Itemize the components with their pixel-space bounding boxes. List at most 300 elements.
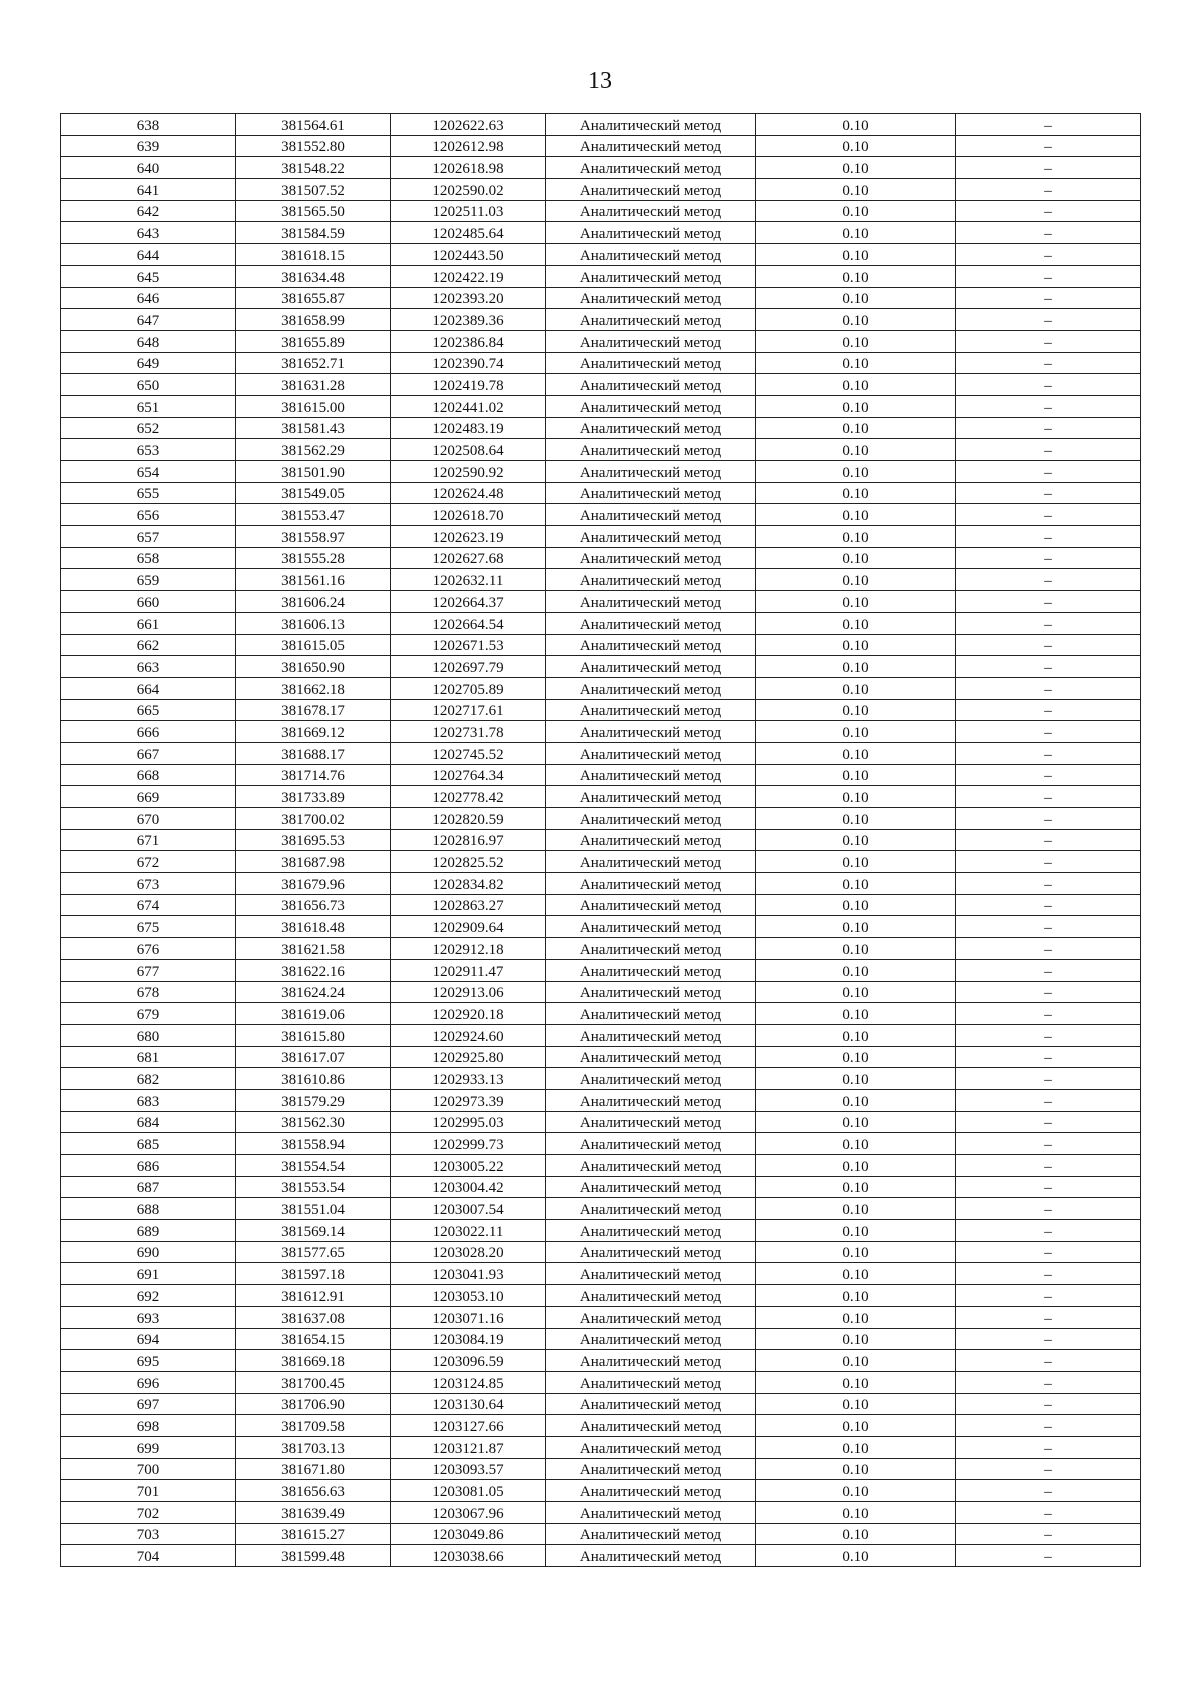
point-number-cell: 695: [61, 1350, 236, 1372]
point-number-cell: 685: [61, 1133, 236, 1155]
y-coordinate-cell: 1202816.97: [391, 829, 546, 851]
x-coordinate-cell: 381700.02: [236, 808, 391, 830]
description-cell: –: [956, 938, 1141, 960]
accuracy-cell: 0.10: [756, 1502, 956, 1524]
point-number-cell: 694: [61, 1328, 236, 1350]
table-row: [61, 1458, 1141, 1480]
point-number-cell: 673: [61, 873, 236, 895]
accuracy-cell: 0.10: [756, 1458, 956, 1480]
point-number-cell: 639: [61, 135, 236, 157]
method-cell: Аналитический метод: [546, 721, 756, 743]
method-cell: Аналитический метод: [546, 1198, 756, 1220]
point-number-cell: 674: [61, 894, 236, 916]
table-row: [61, 873, 1141, 895]
x-coordinate-cell: 381678.17: [236, 699, 391, 721]
y-coordinate-cell: 1202389.36: [391, 309, 546, 331]
x-coordinate-cell: 381662.18: [236, 677, 391, 699]
description-cell: –: [956, 439, 1141, 461]
point-number-cell: 641: [61, 179, 236, 201]
method-cell: Аналитический метод: [546, 309, 756, 331]
y-coordinate-cell: 1202912.18: [391, 938, 546, 960]
y-coordinate-cell: 1202863.27: [391, 894, 546, 916]
description-cell: –: [956, 1198, 1141, 1220]
y-coordinate-cell: 1203084.19: [391, 1328, 546, 1350]
description-cell: –: [956, 656, 1141, 678]
table-row: [61, 1068, 1141, 1090]
point-number-cell: 662: [61, 634, 236, 656]
point-number-cell: 703: [61, 1523, 236, 1545]
y-coordinate-cell: 1202664.37: [391, 591, 546, 613]
x-coordinate-cell: 381610.86: [236, 1068, 391, 1090]
accuracy-cell: 0.10: [756, 222, 956, 244]
point-number-cell: 643: [61, 222, 236, 244]
table-row: [61, 1328, 1141, 1350]
table-row: [61, 634, 1141, 656]
method-cell: Аналитический метод: [546, 395, 756, 417]
description-cell: –: [956, 1436, 1141, 1458]
description-cell: –: [956, 1176, 1141, 1198]
x-coordinate-cell: 381669.18: [236, 1350, 391, 1372]
description-cell: –: [956, 482, 1141, 504]
table-row: [61, 1393, 1141, 1415]
point-number-cell: 675: [61, 916, 236, 938]
y-coordinate-cell: 1202913.06: [391, 981, 546, 1003]
point-number-cell: 660: [61, 591, 236, 613]
method-cell: Аналитический метод: [546, 1350, 756, 1372]
method-cell: Аналитический метод: [546, 1024, 756, 1046]
table-row: [61, 569, 1141, 591]
accuracy-cell: 0.10: [756, 287, 956, 309]
x-coordinate-cell: 381569.14: [236, 1220, 391, 1242]
method-cell: Аналитический метод: [546, 374, 756, 396]
table-row: [61, 200, 1141, 222]
method-cell: Аналитический метод: [546, 656, 756, 678]
y-coordinate-cell: 1202419.78: [391, 374, 546, 396]
x-coordinate-cell: 381703.13: [236, 1436, 391, 1458]
y-coordinate-cell: 1203127.66: [391, 1415, 546, 1437]
accuracy-cell: 0.10: [756, 1285, 956, 1307]
description-cell: –: [956, 461, 1141, 483]
y-coordinate-cell: 1202612.98: [391, 135, 546, 157]
description-cell: –: [956, 873, 1141, 895]
accuracy-cell: 0.10: [756, 786, 956, 808]
y-coordinate-cell: 1202820.59: [391, 808, 546, 830]
description-cell: –: [956, 959, 1141, 981]
y-coordinate-cell: 1202632.11: [391, 569, 546, 591]
y-coordinate-cell: 1202386.84: [391, 330, 546, 352]
method-cell: Аналитический метод: [546, 179, 756, 201]
point-number-cell: 698: [61, 1415, 236, 1437]
table-row: [61, 1350, 1141, 1372]
x-coordinate-cell: 381617.07: [236, 1046, 391, 1068]
x-coordinate-cell: 381709.58: [236, 1415, 391, 1437]
coordinates-table: [60, 113, 1141, 1567]
accuracy-cell: 0.10: [756, 352, 956, 374]
accuracy-cell: 0.10: [756, 526, 956, 548]
description-cell: –: [956, 1328, 1141, 1350]
x-coordinate-cell: 381637.08: [236, 1306, 391, 1328]
table-row: [61, 959, 1141, 981]
accuracy-cell: 0.10: [756, 1393, 956, 1415]
y-coordinate-cell: 1202671.53: [391, 634, 546, 656]
description-cell: –: [956, 222, 1141, 244]
table-row: [61, 1089, 1141, 1111]
description-cell: –: [956, 244, 1141, 266]
method-cell: Аналитический метод: [546, 200, 756, 222]
x-coordinate-cell: 381621.58: [236, 938, 391, 960]
description-cell: –: [956, 309, 1141, 331]
x-coordinate-cell: 381551.04: [236, 1198, 391, 1220]
point-number-cell: 653: [61, 439, 236, 461]
table-row: [61, 526, 1141, 548]
x-coordinate-cell: 381615.80: [236, 1024, 391, 1046]
point-number-cell: 687: [61, 1176, 236, 1198]
table-row: [61, 612, 1141, 634]
description-cell: –: [956, 1155, 1141, 1177]
x-coordinate-cell: 381577.65: [236, 1241, 391, 1263]
table-row: [61, 938, 1141, 960]
y-coordinate-cell: 1202697.79: [391, 656, 546, 678]
table-row: [61, 135, 1141, 157]
table-row: [61, 352, 1141, 374]
y-coordinate-cell: 1202390.74: [391, 352, 546, 374]
method-cell: Аналитический метод: [546, 287, 756, 309]
description-cell: –: [956, 1458, 1141, 1480]
accuracy-cell: 0.10: [756, 244, 956, 266]
x-coordinate-cell: 381501.90: [236, 461, 391, 483]
x-coordinate-cell: 381619.06: [236, 1003, 391, 1025]
point-number-cell: 688: [61, 1198, 236, 1220]
table-row: [61, 1436, 1141, 1458]
accuracy-cell: 0.10: [756, 569, 956, 591]
y-coordinate-cell: 1202995.03: [391, 1111, 546, 1133]
accuracy-cell: 0.10: [756, 1046, 956, 1068]
description-cell: –: [956, 677, 1141, 699]
description-cell: –: [956, 330, 1141, 352]
method-cell: Аналитический метод: [546, 352, 756, 374]
point-number-cell: 680: [61, 1024, 236, 1046]
y-coordinate-cell: 1203041.93: [391, 1263, 546, 1285]
x-coordinate-cell: 381579.29: [236, 1089, 391, 1111]
accuracy-cell: 0.10: [756, 417, 956, 439]
y-coordinate-cell: 1202393.20: [391, 287, 546, 309]
accuracy-cell: 0.10: [756, 1111, 956, 1133]
y-coordinate-cell: 1202924.60: [391, 1024, 546, 1046]
y-coordinate-cell: 1203005.22: [391, 1155, 546, 1177]
accuracy-cell: 0.10: [756, 742, 956, 764]
x-coordinate-cell: 381652.71: [236, 352, 391, 374]
y-coordinate-cell: 1202422.19: [391, 265, 546, 287]
table-row: [61, 157, 1141, 179]
method-cell: Аналитический метод: [546, 1285, 756, 1307]
description-cell: –: [956, 569, 1141, 591]
table-row: [61, 742, 1141, 764]
description-cell: –: [956, 829, 1141, 851]
x-coordinate-cell: 381714.76: [236, 764, 391, 786]
table-row: [61, 1176, 1141, 1198]
point-number-cell: 642: [61, 200, 236, 222]
y-coordinate-cell: 1203007.54: [391, 1198, 546, 1220]
point-number-cell: 683: [61, 1089, 236, 1111]
y-coordinate-cell: 1202834.82: [391, 873, 546, 895]
accuracy-cell: 0.10: [756, 591, 956, 613]
table-row: [61, 699, 1141, 721]
x-coordinate-cell: 381612.91: [236, 1285, 391, 1307]
table-row: [61, 222, 1141, 244]
point-number-cell: 654: [61, 461, 236, 483]
point-number-cell: 647: [61, 309, 236, 331]
method-cell: Аналитический метод: [546, 1155, 756, 1177]
accuracy-cell: 0.10: [756, 309, 956, 331]
point-number-cell: 700: [61, 1458, 236, 1480]
accuracy-cell: 0.10: [756, 981, 956, 1003]
y-coordinate-cell: 1202483.19: [391, 417, 546, 439]
table-row: [61, 330, 1141, 352]
accuracy-cell: 0.10: [756, 135, 956, 157]
point-number-cell: 657: [61, 526, 236, 548]
point-number-cell: 665: [61, 699, 236, 721]
point-number-cell: 670: [61, 808, 236, 830]
point-number-cell: 686: [61, 1155, 236, 1177]
accuracy-cell: 0.10: [756, 395, 956, 417]
y-coordinate-cell: 1202764.34: [391, 764, 546, 786]
y-coordinate-cell: 1202909.64: [391, 916, 546, 938]
point-number-cell: 702: [61, 1502, 236, 1524]
point-number-cell: 677: [61, 959, 236, 981]
y-coordinate-cell: 1202911.47: [391, 959, 546, 981]
x-coordinate-cell: 381507.52: [236, 179, 391, 201]
table-row: [61, 1220, 1141, 1242]
point-number-cell: 666: [61, 721, 236, 743]
y-coordinate-cell: 1202623.19: [391, 526, 546, 548]
y-coordinate-cell: 1203071.16: [391, 1306, 546, 1328]
table-row: [61, 1545, 1141, 1567]
point-number-cell: 649: [61, 352, 236, 374]
description-cell: –: [956, 1068, 1141, 1090]
description-cell: –: [956, 1263, 1141, 1285]
accuracy-cell: 0.10: [756, 1263, 956, 1285]
method-cell: Аналитический метод: [546, 764, 756, 786]
point-number-cell: 671: [61, 829, 236, 851]
y-coordinate-cell: 1202443.50: [391, 244, 546, 266]
table-row: [61, 547, 1141, 569]
table-row: [61, 179, 1141, 201]
accuracy-cell: 0.10: [756, 1133, 956, 1155]
table-row: [61, 482, 1141, 504]
y-coordinate-cell: 1202441.02: [391, 395, 546, 417]
x-coordinate-cell: 381615.27: [236, 1523, 391, 1545]
description-cell: –: [956, 287, 1141, 309]
accuracy-cell: 0.10: [756, 808, 956, 830]
point-number-cell: 640: [61, 157, 236, 179]
description-cell: –: [956, 916, 1141, 938]
point-number-cell: 638: [61, 114, 236, 136]
description-cell: –: [956, 1133, 1141, 1155]
table-row: [61, 461, 1141, 483]
accuracy-cell: 0.10: [756, 179, 956, 201]
table-row: [61, 1502, 1141, 1524]
y-coordinate-cell: 1203121.87: [391, 1436, 546, 1458]
method-cell: Аналитический метод: [546, 135, 756, 157]
y-coordinate-cell: 1203004.42: [391, 1176, 546, 1198]
method-cell: Аналитический метод: [546, 1176, 756, 1198]
x-coordinate-cell: 381553.54: [236, 1176, 391, 1198]
table-row: [61, 1003, 1141, 1025]
table-row: [61, 916, 1141, 938]
point-number-cell: 704: [61, 1545, 236, 1567]
description-cell: –: [956, 808, 1141, 830]
description-cell: –: [956, 894, 1141, 916]
point-number-cell: 669: [61, 786, 236, 808]
table-row: [61, 981, 1141, 1003]
accuracy-cell: 0.10: [756, 1003, 956, 1025]
x-coordinate-cell: 381624.24: [236, 981, 391, 1003]
method-cell: Аналитический метод: [546, 699, 756, 721]
accuracy-cell: 0.10: [756, 764, 956, 786]
accuracy-cell: 0.10: [756, 461, 956, 483]
x-coordinate-cell: 381687.98: [236, 851, 391, 873]
table-row: [61, 1263, 1141, 1285]
point-number-cell: 690: [61, 1241, 236, 1263]
method-cell: Аналитический метод: [546, 330, 756, 352]
x-coordinate-cell: 381654.15: [236, 1328, 391, 1350]
accuracy-cell: 0.10: [756, 482, 956, 504]
description-cell: –: [956, 1220, 1141, 1242]
accuracy-cell: 0.10: [756, 157, 956, 179]
x-coordinate-cell: 381558.97: [236, 526, 391, 548]
accuracy-cell: 0.10: [756, 894, 956, 916]
y-coordinate-cell: 1202618.70: [391, 504, 546, 526]
x-coordinate-cell: 381549.05: [236, 482, 391, 504]
table-row: [61, 1285, 1141, 1307]
point-number-cell: 645: [61, 265, 236, 287]
method-cell: Аналитический метод: [546, 1436, 756, 1458]
method-cell: Аналитический метод: [546, 547, 756, 569]
table-row: [61, 1371, 1141, 1393]
accuracy-cell: 0.10: [756, 1155, 956, 1177]
x-coordinate-cell: 381561.16: [236, 569, 391, 591]
table-row: [61, 1480, 1141, 1502]
table-row: [61, 591, 1141, 613]
table-row: [61, 265, 1141, 287]
table-row: [61, 656, 1141, 678]
x-coordinate-cell: 381553.47: [236, 504, 391, 526]
method-cell: Аналитический метод: [546, 482, 756, 504]
method-cell: Аналитический метод: [546, 1545, 756, 1567]
description-cell: –: [956, 352, 1141, 374]
method-cell: Аналитический метод: [546, 1111, 756, 1133]
point-number-cell: 655: [61, 482, 236, 504]
x-coordinate-cell: 381558.94: [236, 1133, 391, 1155]
y-coordinate-cell: 1203124.85: [391, 1371, 546, 1393]
description-cell: –: [956, 1306, 1141, 1328]
accuracy-cell: 0.10: [756, 200, 956, 222]
table-row: [61, 851, 1141, 873]
description-cell: –: [956, 1285, 1141, 1307]
accuracy-cell: 0.10: [756, 1328, 956, 1350]
point-number-cell: 650: [61, 374, 236, 396]
x-coordinate-cell: 381555.28: [236, 547, 391, 569]
x-coordinate-cell: 381615.00: [236, 395, 391, 417]
table-row: [61, 417, 1141, 439]
table-row: [61, 786, 1141, 808]
method-cell: Аналитический метод: [546, 1523, 756, 1545]
accuracy-cell: 0.10: [756, 1350, 956, 1372]
description-cell: –: [956, 591, 1141, 613]
y-coordinate-cell: 1202511.03: [391, 200, 546, 222]
x-coordinate-cell: 381618.15: [236, 244, 391, 266]
description-cell: –: [956, 981, 1141, 1003]
table-row: [61, 1523, 1141, 1545]
table-row: [61, 894, 1141, 916]
description-cell: –: [956, 612, 1141, 634]
table-row: [61, 1198, 1141, 1220]
table-row: [61, 829, 1141, 851]
description-cell: –: [956, 265, 1141, 287]
y-coordinate-cell: 1203096.59: [391, 1350, 546, 1372]
method-cell: Аналитический метод: [546, 677, 756, 699]
x-coordinate-cell: 381656.63: [236, 1480, 391, 1502]
point-number-cell: 697: [61, 1393, 236, 1415]
accuracy-cell: 0.10: [756, 1436, 956, 1458]
method-cell: Аналитический метод: [546, 569, 756, 591]
table-row: [61, 287, 1141, 309]
description-cell: –: [956, 1545, 1141, 1567]
table-row: [61, 721, 1141, 743]
method-cell: Аналитический метод: [546, 222, 756, 244]
x-coordinate-cell: 381669.12: [236, 721, 391, 743]
y-coordinate-cell: 1202590.92: [391, 461, 546, 483]
accuracy-cell: 0.10: [756, 1523, 956, 1545]
x-coordinate-cell: 381562.30: [236, 1111, 391, 1133]
description-cell: –: [956, 1523, 1141, 1545]
description-cell: –: [956, 179, 1141, 201]
method-cell: Аналитический метод: [546, 808, 756, 830]
x-coordinate-cell: 381622.16: [236, 959, 391, 981]
point-number-cell: 651: [61, 395, 236, 417]
method-cell: Аналитический метод: [546, 265, 756, 287]
point-number-cell: 689: [61, 1220, 236, 1242]
accuracy-cell: 0.10: [756, 1089, 956, 1111]
description-cell: –: [956, 742, 1141, 764]
description-cell: –: [956, 851, 1141, 873]
x-coordinate-cell: 381679.96: [236, 873, 391, 895]
point-number-cell: 701: [61, 1480, 236, 1502]
description-cell: –: [956, 200, 1141, 222]
method-cell: Аналитический метод: [546, 1068, 756, 1090]
x-coordinate-cell: 381552.80: [236, 135, 391, 157]
point-number-cell: 672: [61, 851, 236, 873]
description-cell: –: [956, 721, 1141, 743]
accuracy-cell: 0.10: [756, 634, 956, 656]
accuracy-cell: 0.10: [756, 1415, 956, 1437]
method-cell: Аналитический метод: [546, 1393, 756, 1415]
y-coordinate-cell: 1202624.48: [391, 482, 546, 504]
method-cell: Аналитический метод: [546, 916, 756, 938]
description-cell: –: [956, 1046, 1141, 1068]
description-cell: –: [956, 1502, 1141, 1524]
method-cell: Аналитический метод: [546, 634, 756, 656]
x-coordinate-cell: 381599.48: [236, 1545, 391, 1567]
description-cell: –: [956, 634, 1141, 656]
description-cell: –: [956, 526, 1141, 548]
y-coordinate-cell: 1202825.52: [391, 851, 546, 873]
y-coordinate-cell: 1202622.63: [391, 114, 546, 136]
y-coordinate-cell: 1202590.02: [391, 179, 546, 201]
x-coordinate-cell: 381650.90: [236, 656, 391, 678]
description-cell: –: [956, 1480, 1141, 1502]
method-cell: Аналитический метод: [546, 981, 756, 1003]
